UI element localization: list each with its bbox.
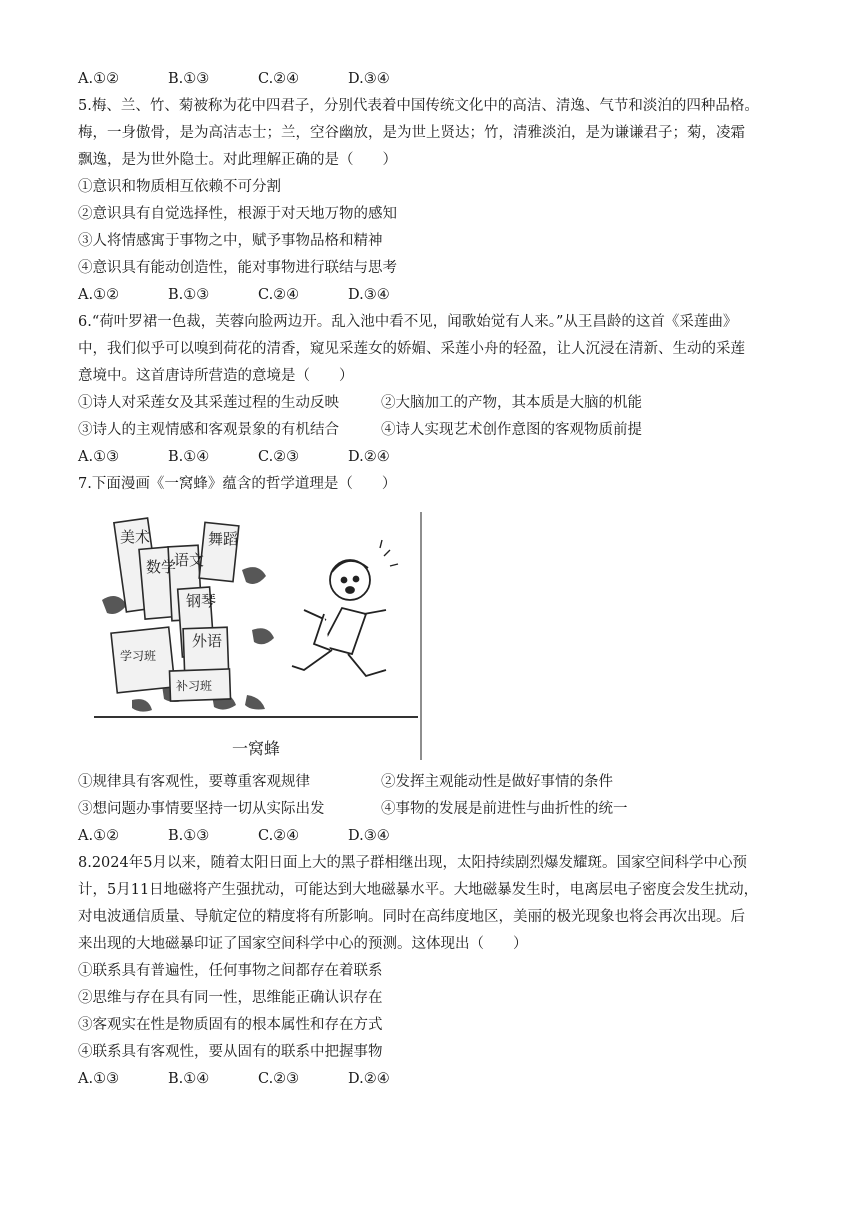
q6-options [78,447,438,467]
option-b: B.①③ [168,71,210,87]
q8-item-3: ③客观实在性是物质固有的根本属性和存在方式 [78,1017,383,1033]
q5-item-3: ③人将情感寓于事物之中，赋予事物品格和精神 [78,233,383,249]
q8-item-2: ②思维与存在具有同一性，思维能正确认识存在 [78,990,383,1006]
book-label-wudao: 舞蹈 [208,530,239,548]
q7-options [78,826,438,846]
q6-item-4: ④诗人实现艺术创作意图的客观物质前提 [381,422,642,438]
book-label-xuexiban: 学习班 [120,649,157,663]
q6-stem-line-1: 6.“荷叶罗裙一色裁，芙蓉向脸两边开。乱入池中看不见，闻歌始觉有人来。”从王昌龄的这首《采莲曲》 [78,314,738,330]
q8-item-1: ①联系具有普遍性，任何事物之间都存在着联系 [78,963,383,979]
option-d: D.③④ [348,828,390,844]
q8-stem-line-3: 对电波通信质量、导航定位的精度将有所影响。同时在高纬度地区，美丽的极光现象也将会再次出现。后 [78,909,745,925]
option-a: A.①② [78,287,120,303]
option-b: B.①④ [168,1071,210,1087]
option-a: A.①② [78,828,120,844]
q7-item-4: ④事物的发展是前进性与曲折性的统一 [381,801,628,817]
option-c: C.②④ [258,71,300,87]
q6-items-row-2 [78,420,642,440]
q8-stem-line-4: 来出现的大地磁暴印证了国家空间科学中心的预测。这体现出（ ） [78,936,528,952]
q5-stem-line-1: 5.梅、兰、竹、菊被称为花中四君子，分别代表着中国传统文化中的高洁、清逸、气节和淡泊的四种品格。 [78,98,759,114]
q7-items-row-1 [78,772,613,792]
q7-item-2: ②发挥主观能动性是做好事情的条件 [381,774,613,790]
option-b: B.①④ [168,449,210,465]
option-a: A.①③ [78,449,120,465]
q7-stem: 7.下面漫画《一窝蜂》蕴含的哲学道理是（ ） [78,476,397,492]
q6-stem-line-2: 中，我们似乎可以嗅到荷花的清香，窥见采莲女的娇媚、采莲小舟的轻盈，让人沉浸在清新、生动的采莲 [78,341,745,357]
option-b: B.①③ [168,287,210,303]
q6-stem-line-3: 意境中。这首唐诗所营造的意境是（ ） [78,368,354,384]
book-label-waiyu: 外语 [192,632,223,650]
q5-options [78,285,438,305]
running-boy [292,540,398,676]
option-c: C.②④ [258,828,300,844]
option-d: D.③④ [348,287,390,303]
comic-caption: 一窝蜂 [232,739,281,758]
book-label-shuxue: 数学 [146,558,177,576]
option-a: A.①② [78,71,120,87]
q7-item-1: ①规律具有客观性，要尊重客观规律 [78,774,310,790]
option-d: D.②④ [348,1071,390,1087]
option-c: C.②④ [258,287,300,303]
option-d: D.③④ [348,71,390,87]
q6-item-3: ③诗人的主观情感和客观景象的有机结合 [78,422,339,438]
q5-item-1: ①意识和物质相互依赖不可分割 [78,179,281,195]
book-label-buxiban: 补习班 [176,679,213,693]
q5-item-2: ②意识具有自觉选择性，根源于对天地万物的感知 [78,206,397,222]
q5-stem-line-3: 飘逸，是为世外隐士。对此理解正确的是（ ） [78,152,397,168]
q8-stem-line-1: 8.2024年5月以来，随着太阳日面上大的黑子群相继出现，太阳持续剧烈爆发耀斑。国家空间科学中心预 [78,855,747,871]
option-a: A.①③ [78,1071,120,1087]
q6-item-2: ②大脑加工的产物，其本质是大脑的机能 [381,395,642,411]
q7-item-3: ③想问题办事情要坚持一切从实际出发 [78,801,325,817]
q7-items-row-2 [78,799,628,819]
option-c: C.②③ [258,1071,300,1087]
book-label-meishu: 美术 [120,528,151,546]
q8-item-4: ④联系具有客观性，要从固有的联系中把握事物 [78,1044,383,1060]
q8-options [78,1069,438,1089]
q6-item-1: ①诗人对采莲女及其采莲过程的生动反映 [78,395,339,411]
q5-item-4: ④意识具有能动创造性，能对事物进行联结与思考 [78,260,397,276]
q8-stem-line-2: 计，5月11日地磁将产生强扰动，可能达到大地磁暴水平。大地磁暴发生时，电离层电子密度会发生扰动， [78,882,759,898]
comic-yiwofeng [92,510,424,762]
q6-items-row-1 [78,393,642,413]
option-c: C.②③ [258,449,300,465]
q5-stem-line-2: 梅，一身傲骨，是为高洁志士；兰，空谷幽放，是为世上贤达；竹，清雅淡泊，是为谦谦君子；菊，凌霜 [78,125,745,141]
book-label-gangqin: 钢琴 [186,592,217,610]
q4-options [78,69,438,89]
option-d: D.②④ [348,449,390,465]
option-b: B.①③ [168,828,210,844]
book-label-yuwen: 语文 [174,551,205,569]
